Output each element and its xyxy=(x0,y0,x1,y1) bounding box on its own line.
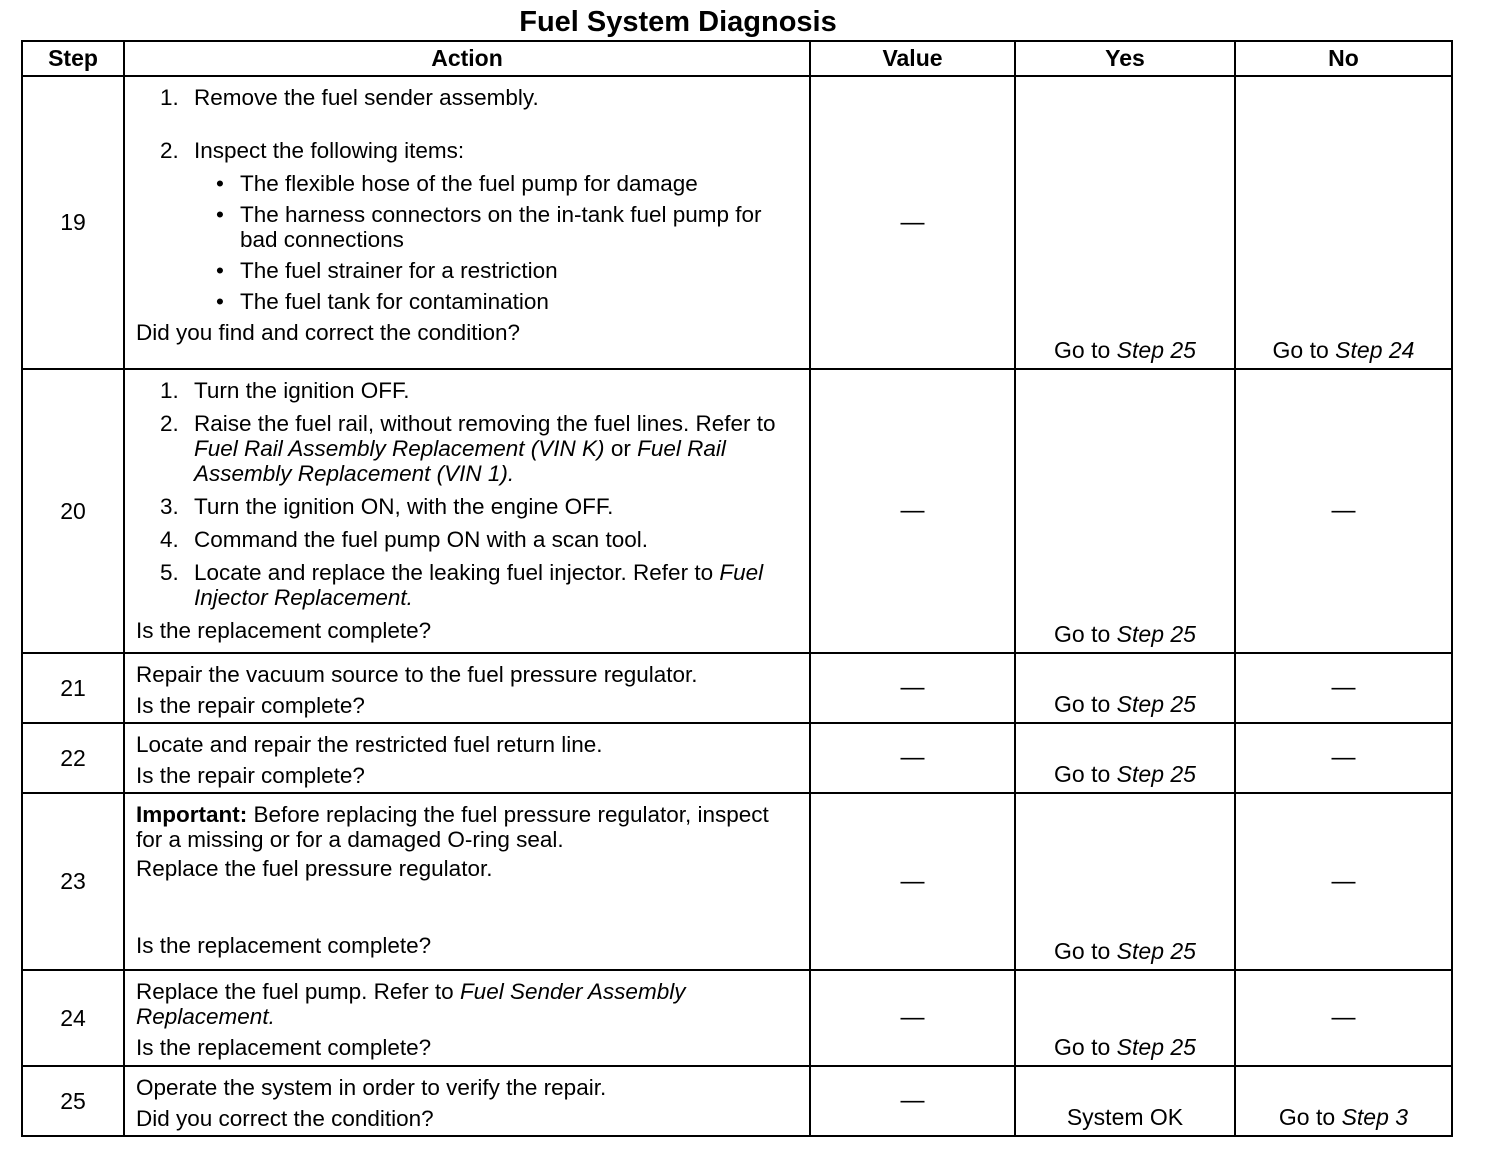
list-item: 1. Remove the fuel sender assembly. xyxy=(160,85,539,110)
list-item: 2. Raise the fuel rail, without removing the fuel lines. Refer to Fuel Rail Assembly Replacement (VIN K) or Fuel Rail Assembly Replacement (VIN 1). xyxy=(160,411,776,486)
action-cell xyxy=(124,723,810,793)
header-value: Value xyxy=(810,41,1015,76)
bullet-item: • The fuel strainer for a restriction xyxy=(216,258,558,283)
table-row xyxy=(22,76,1452,369)
table-row xyxy=(22,793,1452,970)
step-number: 25 xyxy=(22,1066,124,1136)
bullet-item: • The flexible hose of the fuel pump for damage xyxy=(216,171,698,196)
value-cell: — xyxy=(810,1066,1015,1136)
header-no: No xyxy=(1235,41,1452,76)
yes-cell: Go to Step 25 xyxy=(1015,723,1235,793)
question: Is the replacement complete? xyxy=(136,933,432,958)
step-number: 20 xyxy=(22,369,124,653)
no-cell: — xyxy=(1235,369,1452,653)
list-item: 4. Command the fuel pump ON with a scan tool. xyxy=(160,527,648,552)
step-number: 21 xyxy=(22,653,124,723)
action-text: Repair the vacuum source to the fuel pressure regulator. xyxy=(136,662,698,687)
header-row xyxy=(22,41,1452,76)
action-text: Replace the fuel pump. Refer to Fuel Sender Assembly Replacement. xyxy=(136,979,686,1029)
question: Did you correct the condition? xyxy=(136,1106,434,1131)
table-row xyxy=(22,970,1452,1066)
action-text: Locate and repair the restricted fuel return line. xyxy=(136,732,603,757)
yes-cell: Go to Step 25 xyxy=(1015,793,1235,970)
action-cell xyxy=(124,369,810,653)
question: Is the replacement complete? xyxy=(136,1035,432,1060)
value-cell: — xyxy=(810,369,1015,653)
header-yes: Yes xyxy=(1015,41,1235,76)
header-action: Action xyxy=(124,41,810,76)
header-step: Step xyxy=(22,41,124,76)
no-cell: — xyxy=(1235,970,1452,1066)
value-cell: — xyxy=(810,723,1015,793)
table-row xyxy=(22,653,1452,723)
page-title: Fuel System Diagnosis xyxy=(519,6,837,38)
action-text: Replace the fuel pressure regulator. xyxy=(136,856,493,881)
question: Is the replacement complete? xyxy=(136,618,432,643)
value-cell: — xyxy=(810,653,1015,723)
question: Is the repair complete? xyxy=(136,693,365,718)
diagnosis-table xyxy=(21,40,1453,1137)
step-number: 19 xyxy=(22,76,124,369)
bullet-item: • The fuel tank for contamination xyxy=(216,289,549,314)
action-cell xyxy=(124,793,810,970)
step-number: 24 xyxy=(22,970,124,1066)
table-row xyxy=(22,369,1452,653)
value-cell: — xyxy=(810,76,1015,369)
step-number: 23 xyxy=(22,793,124,970)
value-cell: — xyxy=(810,970,1015,1066)
question: Is the repair complete? xyxy=(136,763,365,788)
yes-cell: Go to Step 25 xyxy=(1015,369,1235,653)
no-cell: — xyxy=(1235,793,1452,970)
yes-cell: Go to Step 25 xyxy=(1015,76,1235,369)
action-cell xyxy=(124,653,810,723)
important-note: Important: Before replacing the fuel pressure regulator, inspect for a missing or for a damaged O-ring seal. xyxy=(136,802,769,852)
list-item: 5. Locate and replace the leaking fuel injector. Refer to Fuel Injector Replacement. xyxy=(160,560,764,610)
action-cell xyxy=(124,970,810,1066)
step-number: 22 xyxy=(22,723,124,793)
bullet-item: • The harness connectors on the in-tank fuel pump for bad connections xyxy=(216,202,762,252)
question: Did you find and correct the condition? xyxy=(136,320,520,345)
no-cell: Go to Step 3 xyxy=(1235,1066,1452,1136)
table-row xyxy=(22,1066,1452,1136)
no-cell: Go to Step 24 xyxy=(1235,76,1452,369)
action-cell xyxy=(124,76,810,369)
action-text: Operate the system in order to verify the repair. xyxy=(136,1075,607,1100)
value-cell: — xyxy=(810,793,1015,970)
no-cell: — xyxy=(1235,653,1452,723)
table-row xyxy=(22,723,1452,793)
yes-cell: System OK xyxy=(1015,1066,1235,1136)
yes-cell: Go to Step 25 xyxy=(1015,970,1235,1066)
list-item: 2. Inspect the following items: xyxy=(160,138,465,163)
list-item: 1. Turn the ignition OFF. xyxy=(160,378,410,403)
list-item: 3. Turn the ignition ON, with the engine OFF. xyxy=(160,494,614,519)
yes-cell: Go to Step 25 xyxy=(1015,653,1235,723)
no-cell: — xyxy=(1235,723,1452,793)
action-cell xyxy=(124,1066,810,1136)
